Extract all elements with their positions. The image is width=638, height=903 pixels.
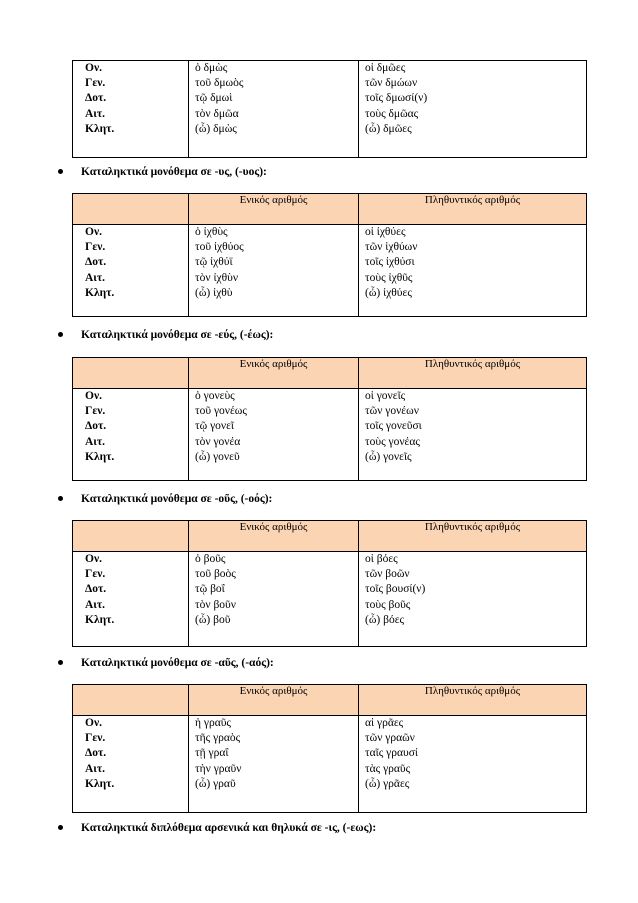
- case-label: Αιτ.: [85, 435, 106, 448]
- case-label: Αιτ.: [85, 107, 106, 120]
- case-label: Αιτ.: [85, 271, 106, 284]
- header-singular: Ενικός αριθμός: [189, 685, 359, 716]
- singular-form: (ὦ) ἰχθὺ: [195, 286, 233, 299]
- header-empty-cell: [73, 521, 189, 552]
- singular-form: τὸν ἰχθὺν: [195, 271, 239, 284]
- declension-table-goneus: [72, 357, 587, 481]
- plural-forms-cell: [359, 225, 587, 317]
- section-heading: Καταληκτικά διπλόθεμα αρσενικά και θηλυκά σε -ις, (-εως):: [58, 821, 376, 835]
- header-singular: Ενικός αριθμός: [189, 521, 359, 552]
- singular-forms-cell: [189, 716, 359, 813]
- case-label: Δοτ.: [85, 256, 107, 269]
- case-labels-cell: [73, 552, 189, 647]
- plural-form: (ὦ) βόες: [365, 613, 405, 626]
- header-plural: Πληθυντικός αριθμός: [359, 358, 587, 389]
- header-singular: Ενικός αριθμός: [189, 194, 359, 225]
- plural-form: τὰς γραῦς: [365, 762, 411, 775]
- plural-form: τοὺς γονέας: [365, 435, 420, 448]
- plural-form: τοῖς γονεῦσι: [365, 420, 422, 433]
- plural-form: τῶν γραῶν: [365, 732, 415, 745]
- plural-form: τοὺς δμῶας: [365, 107, 419, 120]
- singular-form: τῷ γονεῖ: [195, 420, 235, 433]
- case-label: Δοτ.: [85, 583, 107, 596]
- plural-form: τοὺς βοῦς: [365, 598, 411, 611]
- plural-forms-cell: [359, 389, 587, 481]
- singular-form: τὴν γραῦν: [195, 762, 242, 775]
- bullet-icon: [58, 169, 63, 174]
- singular-form: τῇ γραΐ: [195, 747, 229, 760]
- singular-form: τῆς γραὸς: [195, 732, 241, 745]
- header-singular: Ενικός αριθμός: [189, 358, 359, 389]
- singular-form: ὁ δμὼς: [195, 62, 228, 74]
- case-label: Ον.: [85, 226, 102, 238]
- plural-form: τῶν γονέων: [365, 405, 419, 418]
- singular-form: τοῦ δμωὸς: [195, 77, 244, 90]
- singular-form: (ὦ) γονεῦ: [195, 450, 240, 463]
- case-label: Κλητ.: [85, 450, 115, 463]
- case-labels-cell: [73, 61, 189, 158]
- plural-form: τοὺς ἰχθῦς: [365, 271, 413, 284]
- singular-form: τὸν δμῶα: [195, 107, 239, 120]
- singular-form: ὁ ἰχθὺς: [195, 226, 228, 238]
- header-empty-cell: [73, 685, 189, 716]
- singular-form: (ὦ) δμὼς: [195, 122, 237, 135]
- case-label: Δοτ.: [85, 420, 107, 433]
- singular-form: τοῦ βοὸς: [195, 568, 236, 581]
- plural-form: τῶν βοῶν: [365, 568, 410, 581]
- bullet-icon: [58, 825, 63, 830]
- singular-form: τὸν βοῦν: [195, 598, 236, 611]
- bullet-icon: [58, 332, 63, 337]
- singular-form: ὁ γονεὺς: [195, 390, 235, 402]
- bullet-icon: [58, 660, 63, 665]
- case-label: Γεν.: [85, 77, 106, 90]
- header-plural: Πληθυντικός αριθμός: [359, 194, 587, 225]
- section-heading: Καταληκτικά μονόθεμα σε -εύς, (-έως):: [58, 328, 273, 342]
- singular-form: τὸν γονέα: [195, 435, 241, 448]
- case-label: Κλητ.: [85, 286, 115, 299]
- case-label: Κλητ.: [85, 122, 115, 135]
- case-label: Κλητ.: [85, 613, 115, 626]
- plural-forms-cell: [359, 716, 587, 813]
- plural-form: αἱ γρᾶες: [365, 717, 404, 729]
- case-label: Δοτ.: [85, 747, 107, 760]
- header-empty-cell: [73, 194, 189, 225]
- case-label: Ον.: [85, 62, 102, 74]
- bullet-icon: [58, 496, 63, 501]
- plural-form: τῶν ἰχθύων: [365, 241, 418, 254]
- plural-form: οἱ ἰχθύες: [365, 226, 406, 238]
- section-heading: Καταληκτικά μονόθεμα σε -οῦς, (-οός):: [58, 492, 272, 506]
- case-label: Γεν.: [85, 405, 106, 418]
- section-heading: Καταληκτικά μονόθεμα σε -αῦς, (-αός):: [58, 656, 274, 670]
- case-label: Κλητ.: [85, 777, 115, 790]
- case-label: Δοτ.: [85, 92, 107, 105]
- plural-form: οἱ βόες: [365, 553, 398, 565]
- plural-form: οἱ δμῶες: [365, 62, 406, 74]
- plural-form: τοῖς δμωσί(ν): [365, 92, 428, 105]
- declension-table-bous: [72, 520, 587, 647]
- plural-form: οἱ γονεῖς: [365, 390, 406, 402]
- case-label: Ον.: [85, 717, 102, 729]
- singular-forms-cell: [189, 389, 359, 481]
- header-plural: Πληθυντικός αριθμός: [359, 685, 587, 716]
- case-label: Γεν.: [85, 241, 106, 254]
- declension-table-ichthys: [72, 193, 587, 317]
- singular-form: ἡ γραῦς: [195, 717, 231, 729]
- singular-form: (ὦ) γραῦ: [195, 777, 236, 790]
- plural-forms-cell: [359, 552, 587, 647]
- case-label: Ον.: [85, 553, 102, 565]
- case-labels-cell: [73, 716, 189, 813]
- plural-form: ταῖς γραυσί: [365, 747, 419, 760]
- singular-form: τῷ δμωὶ: [195, 92, 233, 105]
- header-plural: Πληθυντικός αριθμός: [359, 521, 587, 552]
- case-labels-cell: [73, 225, 189, 317]
- plural-form: τοῖς βουσί(ν): [365, 583, 426, 596]
- plural-form: (ὦ) γονεῖς: [365, 450, 412, 463]
- declension-table-dmos: [72, 60, 587, 158]
- plural-form: τοῖς ἰχθύσι: [365, 256, 415, 269]
- singular-form: τῷ βοΐ: [195, 583, 225, 596]
- case-label: Αιτ.: [85, 598, 106, 611]
- singular-forms-cell: [189, 61, 359, 158]
- singular-form: ὁ βοῦς: [195, 553, 226, 565]
- case-label: Αιτ.: [85, 762, 106, 775]
- singular-form: τοῦ ἰχθύος: [195, 241, 244, 254]
- section-heading: Καταληκτικά μονόθεμα σε -υς, (-υος):: [58, 165, 267, 179]
- plural-form: τῶν δμώων: [365, 77, 418, 90]
- case-label: Ον.: [85, 390, 102, 402]
- case-label: Γεν.: [85, 568, 106, 581]
- header-empty-cell: [73, 358, 189, 389]
- plural-form: (ὦ) δμῶες: [365, 122, 412, 135]
- singular-form: τῷ ἰχθύϊ: [195, 256, 233, 269]
- singular-form: τοῦ γονέως: [195, 405, 247, 418]
- singular-form: (ὦ) βοῦ: [195, 613, 231, 626]
- plural-form: (ὦ) γρᾶες: [365, 777, 410, 790]
- declension-table-graus: [72, 684, 587, 813]
- plural-form: (ὦ) ἰχθύες: [365, 286, 412, 299]
- singular-forms-cell: [189, 225, 359, 317]
- singular-forms-cell: [189, 552, 359, 647]
- plural-forms-cell: [359, 61, 587, 158]
- case-labels-cell: [73, 389, 189, 481]
- case-label: Γεν.: [85, 732, 106, 745]
